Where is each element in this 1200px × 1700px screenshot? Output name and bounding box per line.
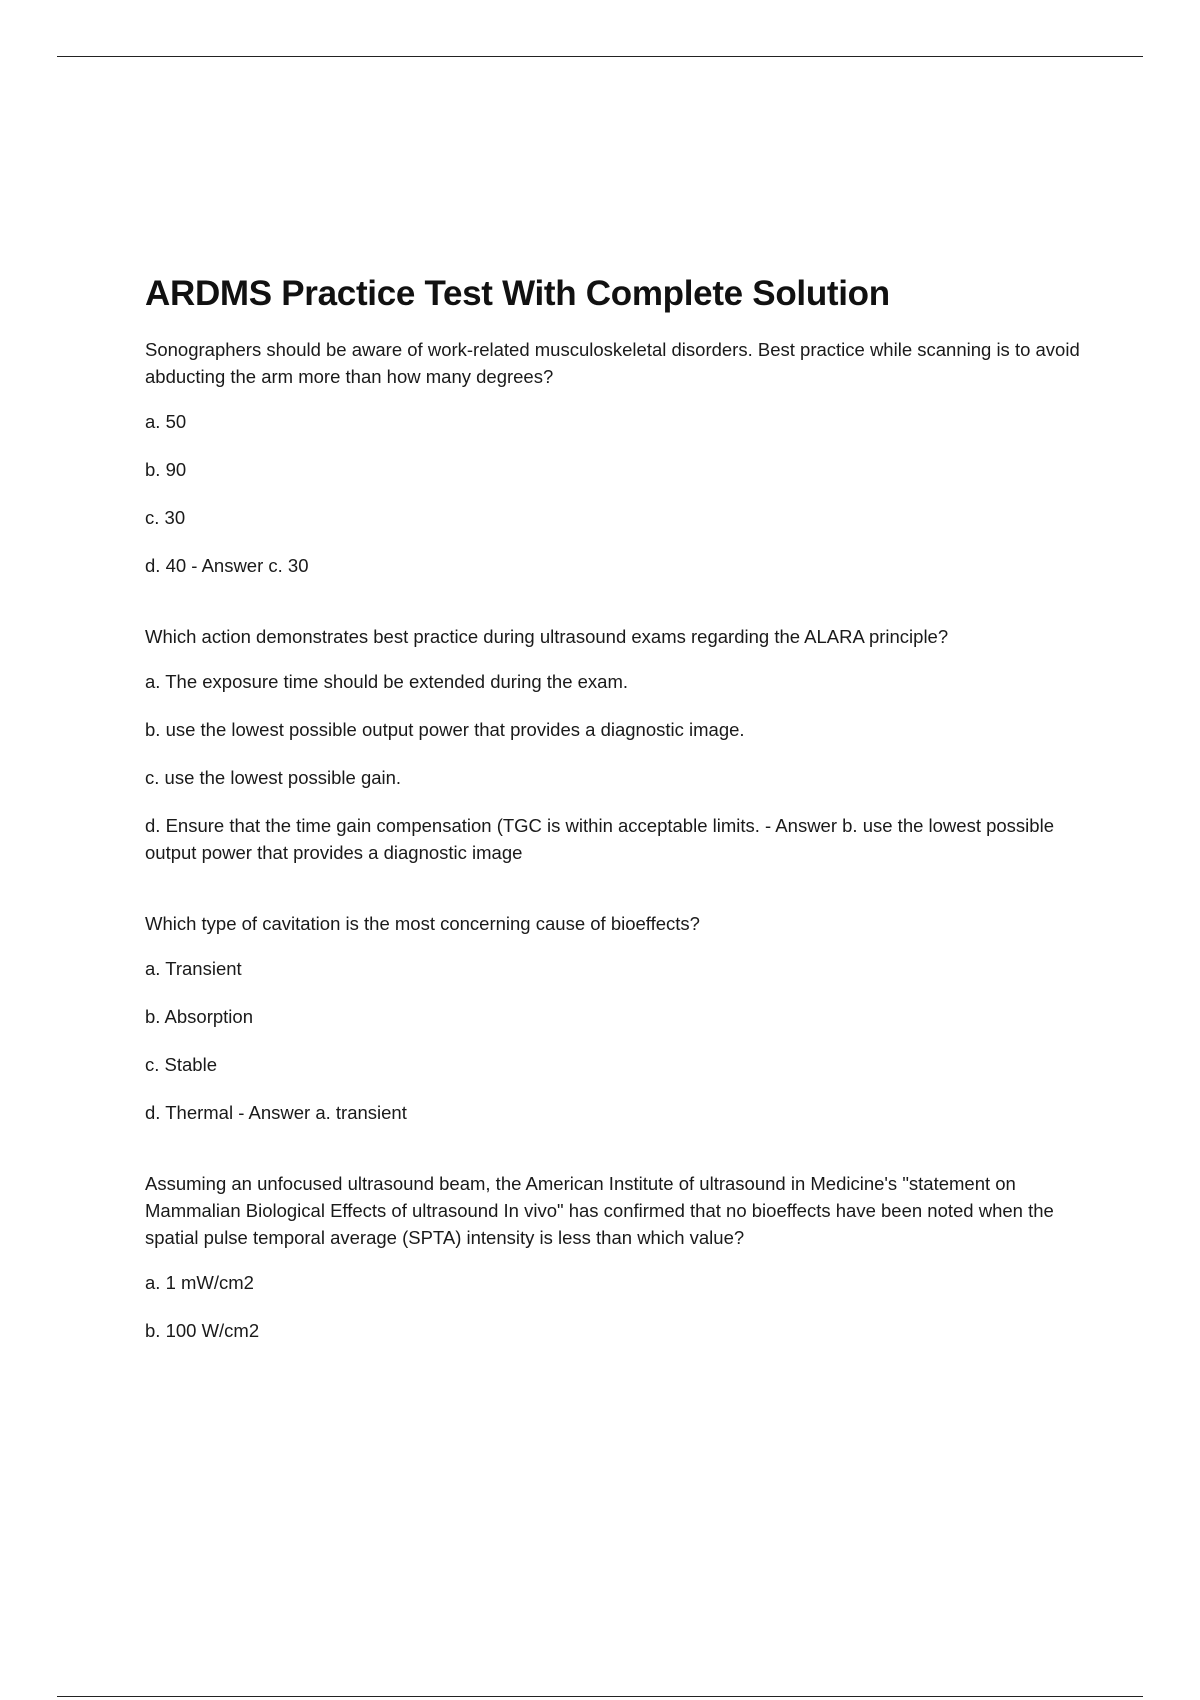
question-text: Which action demonstrates best practice during ultrasound exams regarding the ALARA principle? xyxy=(145,626,949,647)
question-2 xyxy=(145,623,1090,866)
header-rule xyxy=(57,56,1143,57)
question-text: Which type of cavitation is the most concerning cause of bioeffects? xyxy=(145,913,700,934)
answer-option: c. 30 xyxy=(145,507,186,528)
answer-option: c. Stable xyxy=(145,1054,217,1075)
answer-option: d. 40 - Answer c. 30 xyxy=(145,555,309,576)
footer-rule xyxy=(57,1696,1143,1697)
answer-option: d. Ensure that the time gain compensation (TGC is within acceptable limits. - Answer b. use the lowest possible output power that provides a diagnostic image xyxy=(145,815,1054,863)
answer-option: a. The exposure time should be extended during the exam. xyxy=(145,671,629,692)
question-1 xyxy=(145,336,1090,579)
answer-option: b. 90 xyxy=(145,459,187,480)
question-text: Sonographers should be aware of work-related musculoskeletal disorders. Best practice while scanning is to avoid abducting the arm more than how many degrees? xyxy=(145,339,1080,387)
answer-option: a. 1 mW/cm2 xyxy=(145,1272,254,1293)
answer-option: d. Thermal - Answer a. transient xyxy=(145,1102,407,1123)
answer-option: c. use the lowest possible gain. xyxy=(145,767,402,788)
answer-option: b. use the lowest possible output power that provides a diagnostic image. xyxy=(145,719,745,740)
answer-option: b. 100 W/cm2 xyxy=(145,1320,260,1341)
question-4 xyxy=(145,1170,1090,1344)
question-3 xyxy=(145,910,1090,1126)
answer-option: b. Absorption xyxy=(145,1006,253,1027)
document-title: ARDMS Practice Test With Complete Solution xyxy=(145,274,890,313)
question-text: Assuming an unfocused ultrasound beam, the American Institute of ultrasound in Medicine's "statement on Mammalian Biological Effects of ultrasound In vivo" has confirmed that no bioeffects have been noted when the spatial pulse temporal average (SPTA) intensity is less than which value? xyxy=(145,1173,1054,1248)
answer-option: a. 50 xyxy=(145,411,187,432)
document-body xyxy=(145,270,1090,1388)
answer-option: a. Transient xyxy=(145,958,242,979)
